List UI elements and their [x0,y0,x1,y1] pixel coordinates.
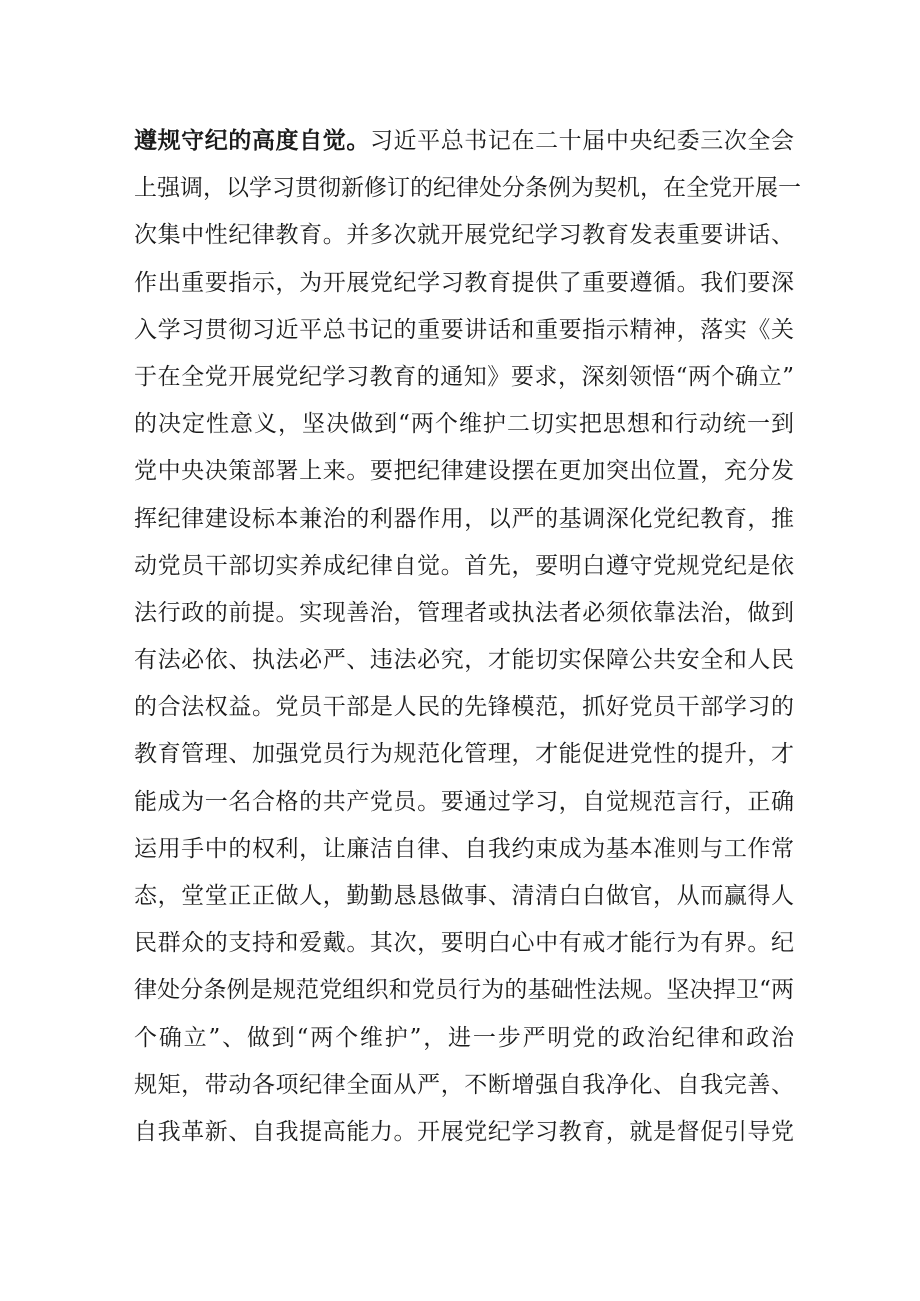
text-line: 作出重要指示，为开展党纪学习教育提供了重要遵循。我们要深 [134,269,794,296]
lead-phrase: 遵规守纪的高度自觉。 [134,128,370,154]
text-line: 动党员干部切实养成纪律自觉。首先，要明白遵守党规党纪是依 [134,552,794,579]
text-line: 于在全党开展党纪学习教育的通知》要求，深刻领悟“两个确立” [134,363,794,390]
text-line: 次集中性纪律教育。并多次就开展党纪学习教育发表重要讲话、 [134,222,794,249]
text-line: 教育管理、加强党员行为规范化管理，才能促进党性的提升，才 [134,741,794,768]
text-line: 运用手中的权利，让廉洁自律、自我约束成为基本准则与工作常 [134,835,794,862]
text-line: 的合法权益。党员干部是人民的先锋模范，抓好党员干部学习的 [134,694,794,721]
text-line: 能成为一名合格的共产党员。要通过学习，自觉规范言行，正确 [134,788,794,815]
text-line: 党中央决策部署上来。要把纪律建设摆在更加突出位置，充分发 [134,458,794,485]
text-line: 挥纪律建设标本兼治的利器作用，以严的基调深化党纪教育，推 [134,505,794,532]
text-line: 民群众的支持和爱戴。其次，要明白心中有戒才能行为有界。纪 [134,930,794,957]
text-line: 态，堂堂正正做人，勤勤恳恳做事、清清白白做官，从而赢得人 [134,883,794,909]
text-line-content: 习近平总书记在二十届中央纪委三次全会 [369,128,795,154]
text-line: 规矩，带动各项纪律全面从严，不断增强自我净化、自我完善、 [134,1071,794,1098]
text-line: 个确立”、做到“两个维护”，进一步严明党的政治纪律和政治 [134,1024,794,1051]
text-line [134,118,794,165]
text-line: 入学习贯彻习近平总书记的重要讲话和重要指示精神，落实《关 [134,316,794,343]
text-line: 法行政的前提。实现善治，管理者或执法者必须依靠法治，做到 [134,599,794,626]
text-line: 律处分条例是规范党组织和党员行为的基础性法规。坚决捍卫“两 [134,977,794,1004]
body-paragraph [134,118,801,1156]
text-line: 有法必依、执法必严、违法必究，才能切实保障公共安全和人民 [134,647,794,674]
text-line: 的决定性意义，坚决做到“两个维护二切实把思想和行动统一到 [134,411,794,438]
text-line: 上强调，以学习贯彻新修订的纪律处分条例为契机，在全党开展一 [134,175,801,202]
text-line: 自我革新、自我提高能力。开展党纪学习教育，就是督促引导党 [134,1118,794,1145]
